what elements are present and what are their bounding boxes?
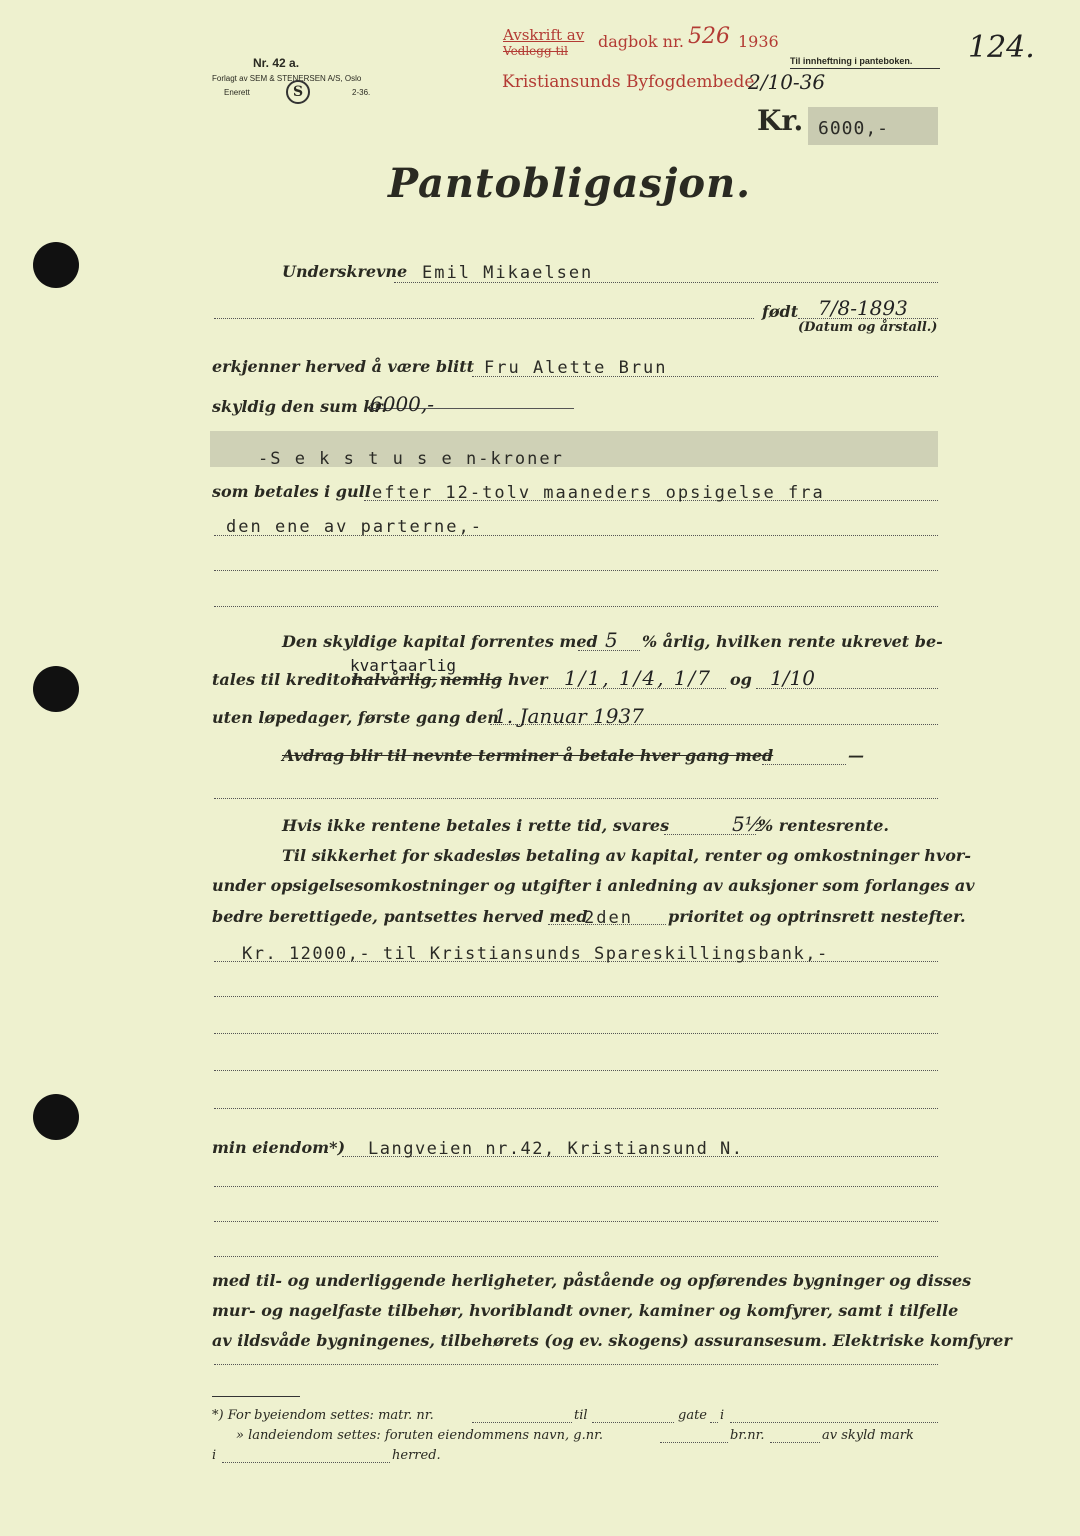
- blank-line-4: [214, 996, 938, 997]
- blank-line-9: [214, 1221, 938, 1222]
- property-label: min eiendom*): [212, 1138, 346, 1157]
- security-para3-b: prioritet og optrinsrett nestefter.: [668, 907, 966, 926]
- born-prefix-dots: [214, 318, 754, 319]
- acknowledge-label: erkjenner herved å være blitt: [212, 357, 475, 376]
- footnote-line3-b: herred.: [392, 1448, 441, 1463]
- fn-dots-1: [472, 1422, 572, 1423]
- page-number: 124.: [968, 30, 1035, 65]
- page-title: Pantobligasjon.: [388, 160, 752, 207]
- publisher-line2: Enerett: [224, 88, 250, 97]
- footnote-line2-c: av skyld mark: [822, 1428, 914, 1443]
- interest-dates: 1/1, 1/4, 1/7: [564, 666, 712, 690]
- undersigned-value: Emil Mikaelsen: [422, 263, 594, 283]
- sum-words: -S e k s t u s e n-kroner: [258, 449, 564, 469]
- prior-lien: Kr. 12000,- til Kristiansunds Spareskillingsbank,-: [242, 944, 829, 964]
- stamp-dagbok: dagbok nr.: [598, 32, 684, 51]
- footnote-line1-a: *) For byeiendom settes: matr. nr.: [212, 1408, 434, 1423]
- born-label: født: [762, 302, 799, 321]
- binding-note: Til innheftning i panteboken.: [790, 56, 913, 66]
- footnote-line1-c: gate: [678, 1408, 707, 1423]
- blank-line-5: [214, 1033, 938, 1034]
- interest-line1-a: Den skyldige kapital forrentes med: [282, 632, 598, 651]
- penalty-b: % rentesrente.: [758, 816, 889, 835]
- publisher-line1: Forlagt av SEM & STENERSEN A/S, Oslo: [212, 74, 362, 83]
- interest-line1-b: % årlig, hvilken rente ukrevet be-: [642, 632, 943, 651]
- fn-dots-2: [592, 1422, 674, 1423]
- footnote-line1-b: til: [574, 1408, 588, 1423]
- closing-text-2: mur- og nagelfaste tilbehør, hvoriblandt ovner, kaminer og komfyrer, samt i tilfelle: [212, 1301, 959, 1320]
- fn-dots-3: [710, 1422, 718, 1423]
- footnote-line2-a: » landeiendom settes: foruten eiendommens navn, g.nr.: [236, 1428, 603, 1443]
- payable-label: som betales i gull: [212, 482, 371, 501]
- sum-value: 6000,-: [370, 392, 435, 416]
- creditor-value: Fru Alette Brun: [484, 358, 668, 378]
- footnote-line1-d: i: [720, 1408, 725, 1423]
- first-date: 1. Januar 1937: [494, 704, 644, 728]
- footnote-rule: [212, 1396, 300, 1397]
- stamp-year: 1936: [738, 32, 779, 51]
- kvartaarlig: kvartaarlig: [350, 656, 456, 675]
- publisher-edition: 2-36.: [352, 88, 371, 97]
- stamp-office: Kristiansunds Byfogdembede: [502, 72, 755, 92]
- property-value: Langveien nr.42, Kristiansund N.: [368, 1139, 744, 1159]
- blank-line-2: [214, 606, 938, 607]
- undersigned-label: Underskrevne: [282, 262, 408, 281]
- punch-hole-middle: [33, 666, 79, 712]
- kr-amount: 6000,-: [818, 118, 890, 139]
- stamp-vedlegg: Vedlegg til: [503, 44, 568, 58]
- born-hint: (Datum og årstall.): [798, 320, 938, 335]
- blank-line-10: [214, 1256, 938, 1257]
- binding-underline: [790, 68, 940, 69]
- fn-dots-4: [730, 1422, 938, 1423]
- interest-line2-hver: hver: [508, 670, 548, 689]
- sum-label: skyldig den sum kr.: [212, 397, 387, 416]
- closing-text-3: av ildsvåde bygningenes, tilbehørets (og ev. skogens) assuransesum. Elektriske komfyrer: [212, 1331, 1012, 1350]
- installment-dots: [762, 764, 846, 765]
- security-para3-a: bedre berettigede, pantsettes herved med: [212, 907, 588, 926]
- fn-dots-7: [222, 1462, 390, 1463]
- payable-value2: den ene av parterne,-: [226, 517, 483, 537]
- blank-line-11: [214, 1364, 938, 1365]
- interest-date-last: 1/10: [770, 666, 815, 690]
- payable-value1: efter 12-tolv maaneders opsigelse fra: [372, 483, 825, 503]
- security-para1: Til sikkerhet for skadesløs betaling av kapital, renter og omkostninger hvor-: [282, 846, 971, 865]
- blank-line-1: [214, 570, 938, 571]
- security-para2: under opsigelsesomkostninger og utgifter i anledning av auksjoner som forlanges av: [212, 876, 975, 895]
- stamp-avskrift: Avskrift av: [503, 26, 585, 44]
- stamp-date: 2/10-36: [748, 70, 826, 94]
- interest-rate: 5: [605, 628, 618, 652]
- installment-end: —: [848, 746, 864, 765]
- closing-block: [212, 1266, 1012, 1356]
- footnote-line3-a: i: [212, 1448, 217, 1463]
- penalty-rate: 5½: [732, 812, 765, 836]
- dagbok-number: 526: [688, 24, 730, 49]
- priority-value: 2den: [584, 908, 633, 928]
- nemlig: nemlig: [440, 670, 503, 689]
- blank-line-3: [214, 798, 938, 799]
- closing-text-1: med til- og underliggende herligheter, påstående og opførendes bygninger og disses: [212, 1271, 972, 1290]
- kr-label: Kr.: [757, 104, 804, 137]
- blank-line-8: [214, 1186, 938, 1187]
- born-value: 7/8-1893: [818, 296, 908, 320]
- interest-line2-a: tales til kreditor: [212, 670, 360, 689]
- interest-og: og: [730, 670, 752, 689]
- punch-hole-top: [33, 242, 79, 288]
- penalty-a: Hvis ikke rentene betales i rette tid, svares: [282, 816, 670, 835]
- form-number: Nr. 42 a.: [253, 56, 300, 70]
- halvarlig: halvårlig,: [352, 670, 438, 689]
- punch-hole-bottom: [33, 1094, 79, 1140]
- blank-line-7: [214, 1108, 938, 1109]
- installment-line: Avdrag blir til nevnte terminer å betale hver gang med: [282, 746, 774, 765]
- blank-line-6: [214, 1070, 938, 1071]
- fn-dots-6: [770, 1442, 820, 1443]
- footnote-line2-b: br.nr.: [730, 1428, 765, 1443]
- publisher-logo: S: [286, 80, 310, 104]
- interest-line3-a: uten løpedager, første gang den: [212, 708, 499, 727]
- fn-dots-5: [660, 1442, 728, 1443]
